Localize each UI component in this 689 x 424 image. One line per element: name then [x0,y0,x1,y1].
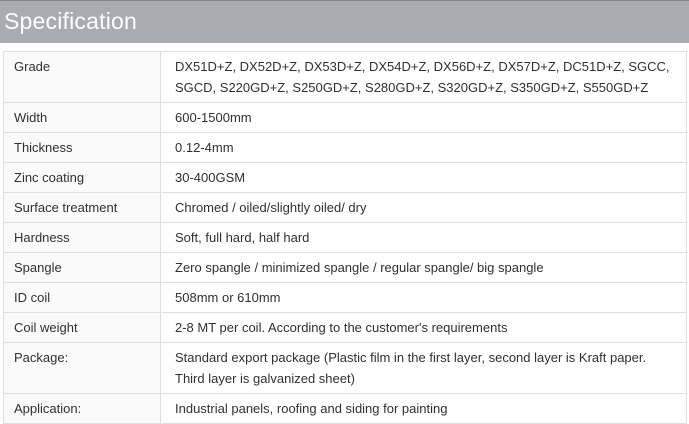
row-label: Application: [4,394,161,423]
row-label: Thickness [4,133,161,162]
row-label: Surface treatment [4,193,161,222]
table-row-coil-weight [4,312,686,342]
row-value: 30-400GSM [161,163,686,192]
specification-table [3,51,687,424]
table-row-grade [4,52,686,102]
row-value: 600-1500mm [161,103,686,132]
table-row-application [4,393,686,423]
row-value: Standard export package (Plastic film in the first layer, second layer is Kraft paper. Third layer is galvanized sheet) [161,343,686,393]
table-row-hardness [4,222,686,252]
row-label: Width [4,103,161,132]
row-value: Industrial panels, roofing and siding for painting [161,394,686,423]
row-value: Chromed / oiled/slightly oiled/ dry [161,193,686,222]
row-label: Coil weight [4,313,161,342]
row-label: Grade [4,52,161,102]
row-label: Zinc coating [4,163,161,192]
table-row-id-coil [4,282,686,312]
row-value: 2-8 MT per coil. According to the customer's requirements [161,313,686,342]
table-row-width [4,102,686,132]
row-label: Hardness [4,223,161,252]
row-value: Zero spangle / minimized spangle / regular spangle/ big spangle [161,253,686,282]
row-label: ID coil [4,283,161,312]
table-row-thickness [4,132,686,162]
row-label: Package: [4,343,161,393]
table-row-surface-treatment [4,192,686,222]
row-value: DX51D+Z, DX52D+Z, DX53D+Z, DX54D+Z, DX56D+Z, DX57D+Z, DC51D+Z, SGCC, SGCD, S220GD+Z, S250GD+Z, S280GD+Z, S320GD+Z, S350GD+Z, S550GD+Z [161,52,686,102]
table-row-spangle [4,252,686,282]
row-value: Soft, full hard, half hard [161,223,686,252]
section-title: Specification [4,7,138,34]
table-row-zinc-coating [4,162,686,192]
row-value: 508mm or 610mm [161,283,686,312]
row-label: Spangle [4,253,161,282]
section-header [0,0,689,43]
row-value: 0.12-4mm [161,133,686,162]
table-row-package [4,342,686,393]
